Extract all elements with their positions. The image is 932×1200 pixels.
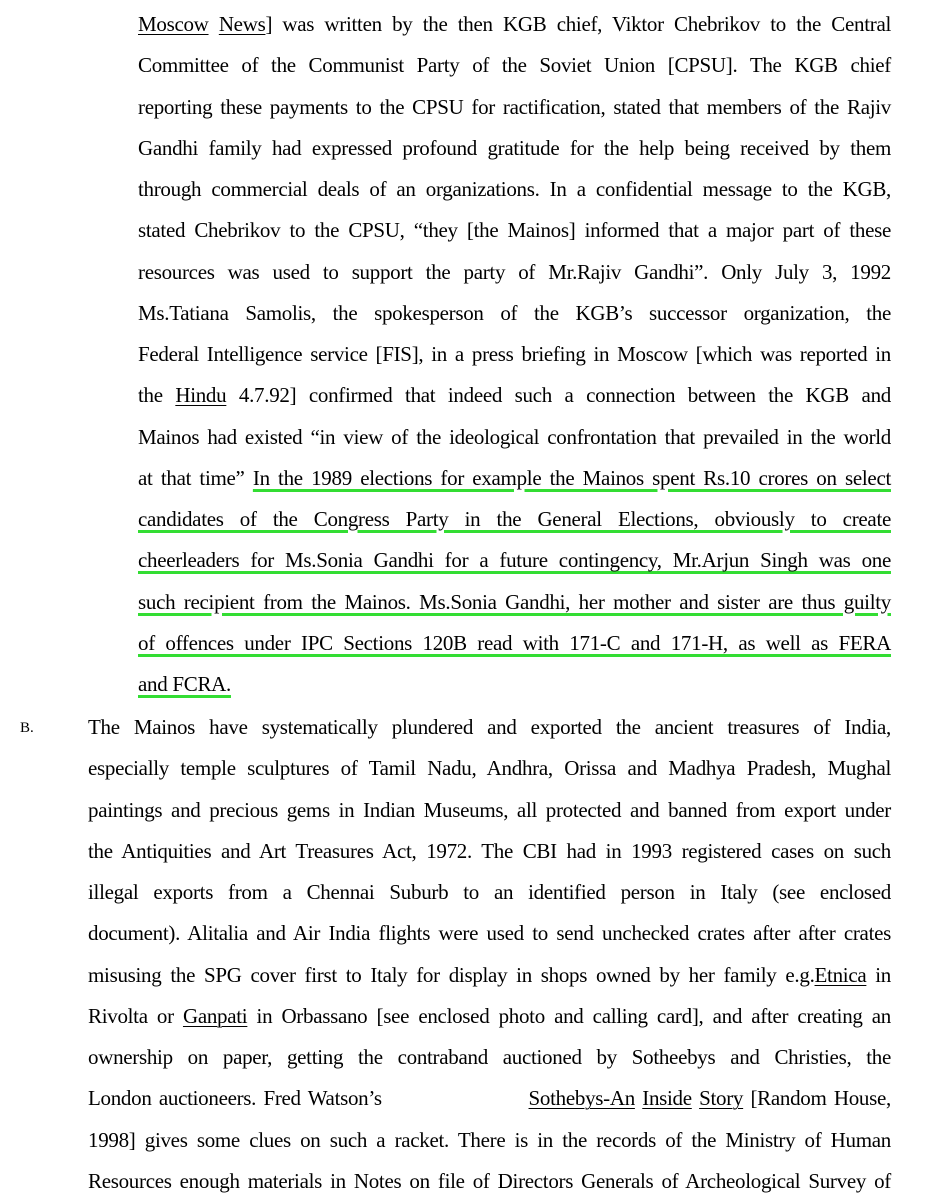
text-line xyxy=(88,837,891,865)
text-line xyxy=(88,713,891,741)
text-line xyxy=(138,258,891,286)
text-run xyxy=(209,12,219,36)
text-line xyxy=(138,134,891,162)
text-run: [Random House, xyxy=(743,1086,891,1111)
text-run: Ms.Tatiana Samolis, the spokesperson of the KGB’s successor organization, the xyxy=(138,300,891,325)
text-run: the Antiquities and Art Treasures Act, 1972. The CBI had in 1993 registered cases on such xyxy=(88,838,891,863)
text-line xyxy=(88,878,891,906)
text-run: resources was used to support the party of Mr.Rajiv Gandhi”. Only July 3, 1992 xyxy=(138,259,891,284)
text-line xyxy=(138,505,891,533)
text-line xyxy=(138,175,891,203)
text-line xyxy=(138,216,891,244)
text-line xyxy=(88,754,891,782)
text-run: Committee of the Communist Party of the Soviet Union [CPSU]. The KGB chief xyxy=(138,53,891,78)
text-line xyxy=(88,1002,891,1030)
underlined-title: Sothebys-An xyxy=(528,1086,635,1111)
text-run: The Mainos have systematically plundered and exported the ancient treasures of India, xyxy=(88,715,891,739)
text-run: ownership on paper, getting the contraband auctioned by Sotheebys and Christies, the xyxy=(88,1045,891,1069)
text-line xyxy=(138,588,891,616)
paragraph-b-marker: B. xyxy=(20,720,34,736)
underlined-title: Inside xyxy=(642,1086,692,1111)
text-run: through commercial deals of an organizations. In a confidential message to the KGB, xyxy=(138,177,891,201)
highlighted-text: cheerleaders for Ms.Sonia Gandhi for a future contingency, Mr.Arjun Singh was one xyxy=(138,548,891,573)
text-line xyxy=(138,464,891,492)
text-run: document). Alitalia and Air India flights were used to send unchecked crates after after crates xyxy=(88,921,891,946)
text-run: Gandhi family had expressed profound gratitude for the help being received by them xyxy=(138,135,891,160)
underlined-title: Hindu xyxy=(175,383,227,408)
text-line xyxy=(138,93,891,121)
highlighted-text: and FCRA. xyxy=(138,672,231,696)
highlighted-text: of offences under IPC Sections 120B read with 171-C and 171-H, as well as FERA xyxy=(138,630,891,655)
underlined-title: Story xyxy=(699,1086,744,1111)
text-run: the xyxy=(138,383,176,408)
text-run: paintings and precious gems in Indian Museums, all protected and banned from export under xyxy=(88,797,891,822)
text-run: Rivolta or xyxy=(88,1003,183,1028)
text-run: stated Chebrikov to the CPSU, “they [the Mainos] informed that a major part of these xyxy=(138,218,891,243)
text-line xyxy=(138,340,891,368)
text-line xyxy=(88,796,891,824)
text-line xyxy=(138,546,891,574)
text-line xyxy=(138,299,891,327)
underlined-title: Etnica xyxy=(814,962,867,987)
text-run: ] was written by the then KGB chief, Viktor Chebrikov to the Central xyxy=(265,12,892,36)
underlined-title: Moscow xyxy=(138,12,209,36)
text-line xyxy=(88,1084,891,1112)
text-run: in Orbassano [see enclosed photo and calling card], and after creating an xyxy=(247,1003,891,1028)
text-gap xyxy=(382,1086,529,1110)
text-line xyxy=(88,1167,891,1195)
highlighted-text: candidates of the Congress Party in the General Elections, obviously to create xyxy=(138,507,891,531)
highlighted-text: such recipient from the Mainos. Ms.Sonia Gandhi, her mother and sister are thus guilty xyxy=(138,589,891,614)
text-run: especially temple sculptures of Tamil Nadu, Andhra, Orissa and Madhya Pradesh, Mughal xyxy=(88,756,891,781)
text-run: at that time” xyxy=(138,465,253,490)
text-line xyxy=(138,629,891,657)
text-line xyxy=(138,10,891,38)
text-line xyxy=(88,961,891,989)
text-line xyxy=(138,381,891,409)
text-line xyxy=(88,1043,891,1071)
text-run: misusing the SPG cover first to Italy for display in shops owned by her family e.g. xyxy=(88,962,815,987)
text-run: illegal exports from a Chennai Suburb to an identified person in Italy (see enclosed xyxy=(88,880,891,904)
text-run: Mainos had existed “in view of the ideological confrontation that prevailed in the world xyxy=(138,424,891,449)
underlined-title: Ganpati xyxy=(182,1003,248,1028)
underlined-title: News xyxy=(218,12,266,36)
text-run: Resources enough materials in Notes on file of Directors Generals of Archeological Survey of xyxy=(88,1168,891,1193)
text-line xyxy=(88,1126,891,1154)
text-run: reporting these payments to the CPSU for ractification, stated that members of the Rajiv xyxy=(138,94,891,119)
text-line xyxy=(138,670,891,698)
text-run: 1998] gives some clues on such a racket. There is in the records of the Ministry of Human xyxy=(88,1127,891,1152)
text-run: in xyxy=(866,962,891,987)
text-run: London auctioneers. Fred Watson’s xyxy=(88,1086,382,1111)
text-run: Federal Intelligence service [FIS], in a press briefing in Moscow [which was reported in xyxy=(138,342,891,366)
highlighted-text: In the 1989 elections for example the Mainos spent Rs.10 crores on select xyxy=(252,465,891,490)
text-line xyxy=(88,919,891,947)
text-line xyxy=(138,51,891,79)
text-line xyxy=(138,423,891,451)
text-run: 4.7.92] confirmed that indeed such a connection between the KGB and xyxy=(226,383,891,408)
